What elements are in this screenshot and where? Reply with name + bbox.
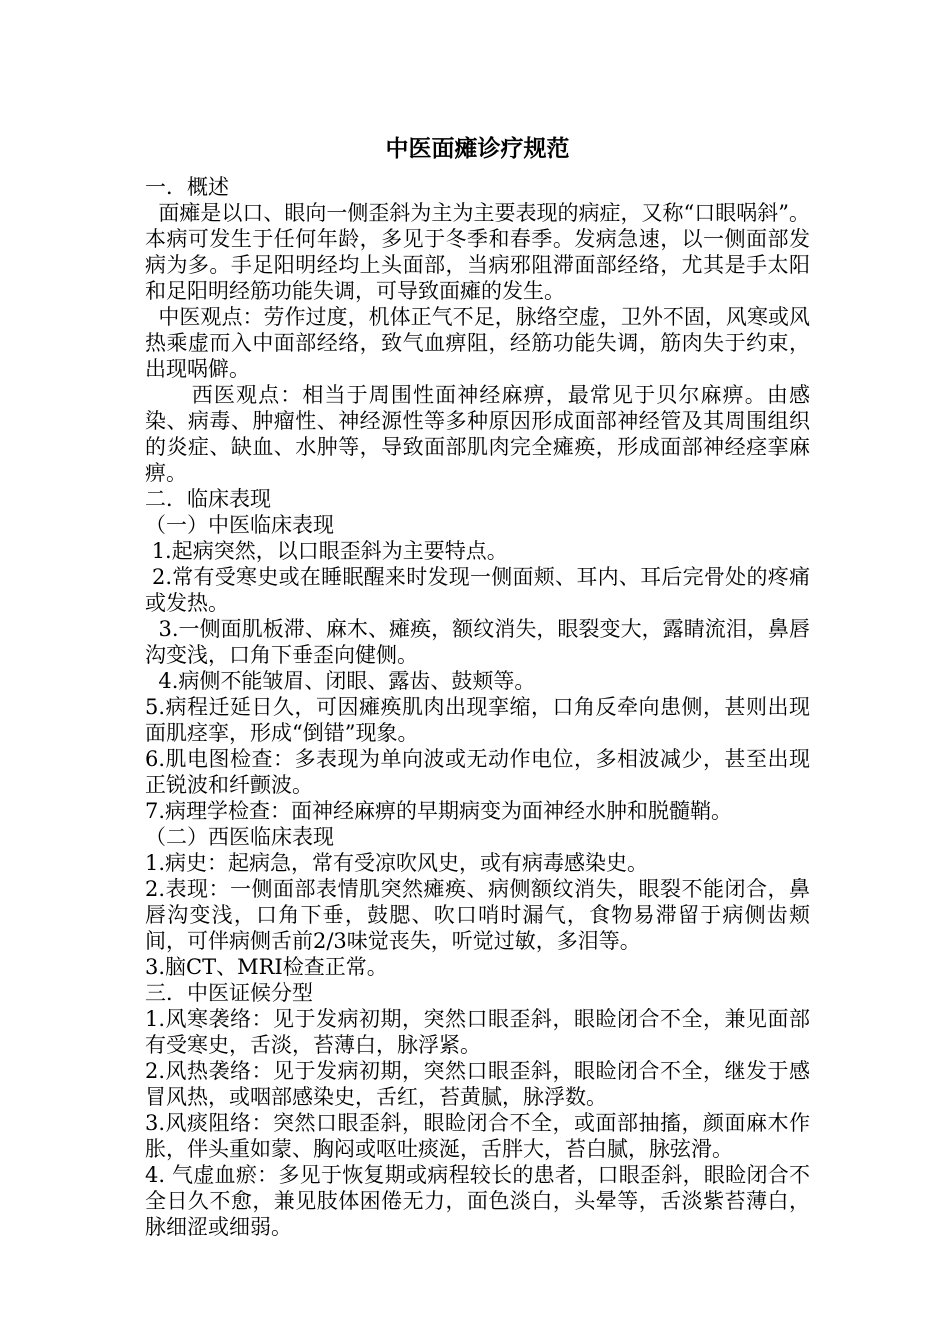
western-viewpoint-paragraph: 西医观点：相当于周围性面神经麻痹，最常见于贝尔麻痹。由感染、病毒、肿瘤性、神经源性等多种原因形成面部神经管及其周围组织的炎症、缺血、水肿等，导致面部肌肉完全瘫痪，形成面部神经痉挛麻痹。 <box>145 383 811 485</box>
document-title: 中医面瘫诊疗规范 <box>385 136 570 162</box>
subsection-heading-tcm-clinical: （一）中医临床表现 <box>145 513 334 537</box>
list-item: 3.脑CT、MRI检查正常。 <box>145 955 388 979</box>
section-heading-overview: 一．概述 <box>145 175 229 199</box>
list-item: 1.起病突然，以口眼歪斜为主要特点。 <box>145 539 508 563</box>
list-item: 2.常有受寒史或在睡眠醒来时发现一侧面颊、耳内、耳后完骨处的疼痛或发热。 <box>145 565 810 615</box>
section-heading-clinical: 二．临床表现 <box>145 487 271 511</box>
list-item: 2.风热袭络：见于发病初期，突然口眼歪斜，眼睑闭合不全，继发于感冒风热，或咽部感染史，舌红，苔黄腻，脉浮数。 <box>145 1059 810 1109</box>
list-item: 5.病程迁延日久，可因瘫痪肌肉出现挛缩，口角反牵向患侧，甚则出现面肌痉挛，形成“倒错”现象。 <box>145 695 810 745</box>
list-item: 2.表现：一侧面部表情肌突然瘫痪、病侧额纹消失，眼裂不能闭合，鼻唇沟变浅，口角下垂，鼓腮、吹口哨时漏气，食物易滞留于病侧齿颊间，可伴病侧舌前2/3味觉丧失，听觉过敏，多泪等。 <box>145 877 810 953</box>
list-item: 3.风痰阻络：突然口眼歪斜，眼睑闭合不全，或面部抽搐，颜面麻木作胀，伴头重如蒙、胸闷或呕吐痰涎，舌胖大，苔白腻，脉弦滑。 <box>145 1111 810 1161</box>
list-item: 1.病史：起病急，常有受凉吹风史，或有病毒感染史。 <box>145 851 649 875</box>
overview-paragraph: 面瘫是以口、眼向一侧歪斜为主为主要表现的病症，又称“口眼㖞斜”。本病可发生于任何年龄，多见于冬季和春季。发病急速，以一侧面部发病为多。手足阳明经均上头面部，当病邪阻滞面部经络，尤其是手太阳和足阳明经筋功能失调，可导致面瘫的发生。 <box>145 201 810 303</box>
subsection-heading-western-clinical: （二）西医临床表现 <box>145 825 334 849</box>
section-heading-syndrome-types: 三．中医证候分型 <box>145 981 313 1005</box>
list-item: 7.病理学检查：面神经麻痹的早期病变为面神经水肿和脱髓鞘。 <box>145 799 733 823</box>
list-item: 6.肌电图检查：多表现为单向波或无动作电位，多相波减少，甚至出现正锐波和纤颤波。 <box>145 747 810 797</box>
list-item: 3.一侧面肌板滞、麻木、瘫痪，额纹消失，眼裂变大，露睛流泪，鼻唇沟变浅，口角下垂歪向健侧。 <box>145 617 810 667</box>
list-item: 4.病侧不能皱眉、闭眼、露齿、鼓颊等。 <box>145 669 536 693</box>
tcm-viewpoint-paragraph: 中医观点：劳作过度，机体正气不足，脉络空虚，卫外不固，风寒或风热乘虚而入中面部经络，致气血痹阻，经筋功能失调，筋肉失于约束，出现㖞僻。 <box>145 305 810 381</box>
document-page <box>145 134 810 1240</box>
list-item: 4. 气虚血瘀：多见于恢复期或病程较长的患者，口眼歪斜，眼睑闭合不全日久不愈，兼见肢体困倦无力，面色淡白，头晕等，舌淡紫苔薄白，脉细涩或细弱。 <box>145 1163 810 1239</box>
list-item: 1.风寒袭络：见于发病初期，突然口眼歪斜，眼睑闭合不全，兼见面部有受寒史，舌淡，苔薄白，脉浮紧。 <box>145 1007 810 1057</box>
